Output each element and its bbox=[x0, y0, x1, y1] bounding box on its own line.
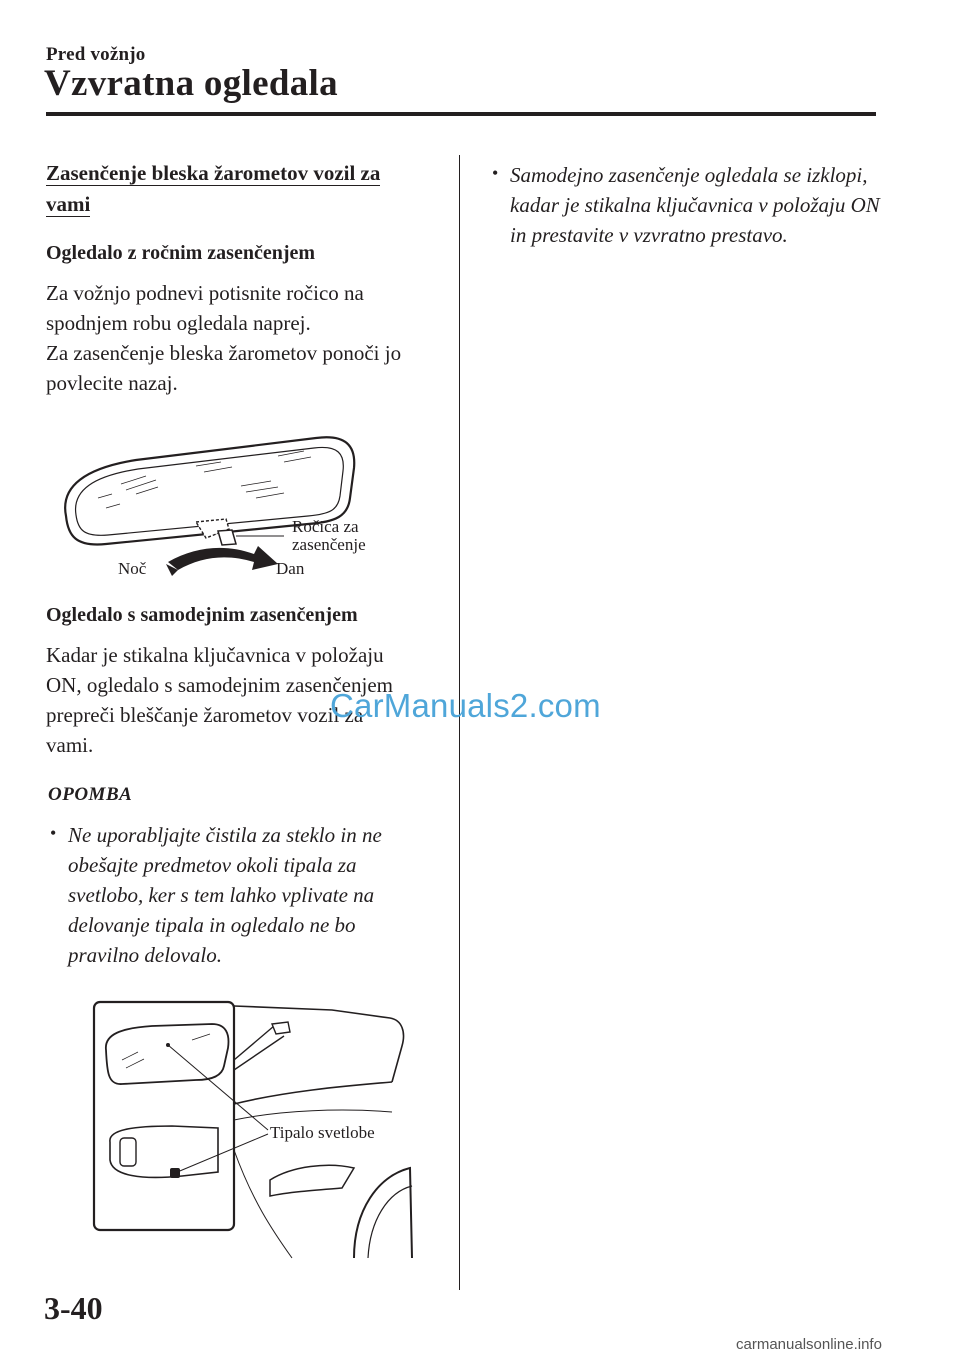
chapter-label: Pred vožnjo bbox=[46, 44, 146, 65]
day-label: Dan bbox=[276, 559, 305, 578]
note-bullet-2-text: Samodejno zasenčenje ogledala se izklopi, kadar je stikalna ključavnica v položaju ON in prestavite v vzvratno prestavo. bbox=[510, 163, 880, 247]
footer-link[interactable]: carmanualsonline.info bbox=[736, 1336, 882, 1353]
title-rule bbox=[46, 112, 876, 116]
manual-mirror-heading: Ogledalo z ročnim zasenčenjem bbox=[46, 242, 316, 264]
right-column bbox=[488, 158, 888, 250]
watermark: CarManuals2.com bbox=[330, 687, 601, 724]
note-bullet-2 bbox=[488, 160, 880, 250]
manual-mirror-figure bbox=[46, 426, 421, 596]
bullet-dot: • bbox=[50, 823, 57, 843]
section-title bbox=[46, 158, 414, 222]
bullet-dot-2: • bbox=[492, 163, 499, 183]
page-number: 3-40 bbox=[44, 1290, 103, 1326]
lever-label bbox=[292, 518, 366, 554]
manual-para-line-1: Za vožnjo podnevi potisnite ročico na bbox=[46, 281, 364, 305]
note-bullet-1 bbox=[46, 820, 423, 970]
manual-para-line-2: spodnjem robu ogledala naprej. bbox=[46, 311, 311, 335]
note-heading: OPOMBA bbox=[48, 784, 133, 805]
lever-label-line-2: zasenčenje bbox=[292, 535, 366, 554]
lever-label-line-1: Ročica za bbox=[292, 517, 359, 536]
auto-para-line-4: vami. bbox=[46, 733, 94, 757]
sensor-figure bbox=[92, 1000, 467, 1260]
note-bullet-1-text: Ne uporabljajte čistila za steklo in ne obešajte predmetov okoli tipala za svetlobo, ker s tem lahko vplivate na delovanje tipala in ogledalo ne bo pravilno delovalo. bbox=[68, 823, 382, 967]
night-label: Noč bbox=[118, 559, 147, 578]
manual-mirror-paragraph bbox=[46, 278, 421, 398]
auto-para-line-1: Kadar je stikalna ključavnica v položaju bbox=[46, 643, 384, 667]
page-title: Vzvratna ogledala bbox=[44, 63, 338, 104]
manual-para-line-4: povlecite nazaj. bbox=[46, 371, 178, 395]
auto-para-line-3: prepreči bleščanje žarometov vozil za bbox=[46, 703, 364, 727]
manual-para-line-3: Za zasenčenje bleska žarometov ponoči jo bbox=[46, 341, 402, 365]
auto-mirror-heading: Ogledalo s samodejnim zasenčenjem bbox=[46, 604, 358, 626]
section-title-text: Zasenčenje bleska žarometov vozil za vami bbox=[46, 161, 381, 216]
auto-para-line-2: ON, ogledalo s samodejnim zasenčenjem bbox=[46, 673, 393, 697]
manual-mirror-illustration bbox=[46, 426, 421, 596]
sensor-label: Tipalo svetlobe bbox=[270, 1123, 375, 1142]
